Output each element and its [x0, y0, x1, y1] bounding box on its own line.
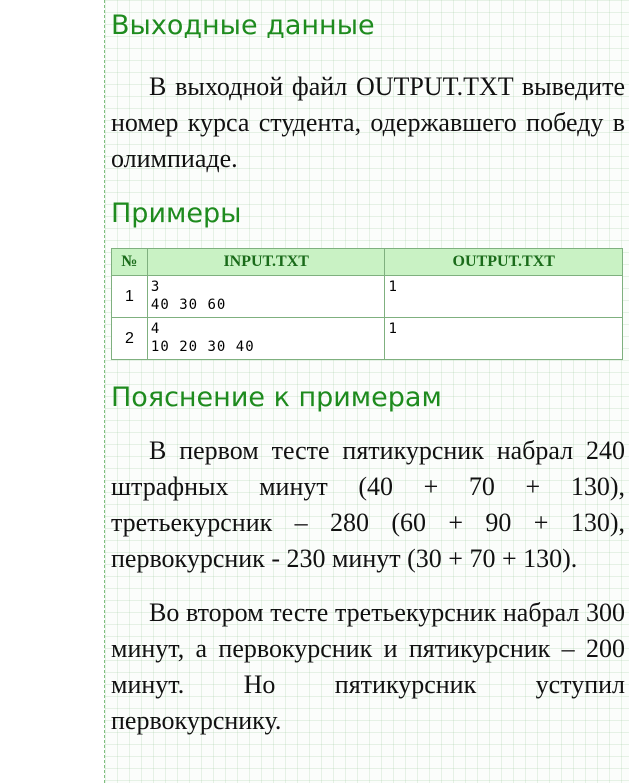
output-section-title: Выходные данные: [111, 10, 375, 41]
output-cell: 1: [385, 276, 623, 318]
table-header-input: INPUT.TXT: [147, 249, 385, 276]
document-content: [111, 0, 625, 739]
row-number-cell: 1: [112, 276, 148, 318]
output-section-text: В выходной файл OUTPUT.TXT выведите номер курса студента, одержавшего победу в олимпиаде.: [111, 72, 625, 173]
output-cell: 1: [385, 318, 623, 360]
input-cell: 4 10 20 30 40: [147, 318, 385, 360]
document-page: [104, 0, 629, 783]
input-cell: 3 40 30 60: [147, 276, 385, 318]
table-header-number: №: [112, 249, 148, 276]
examples-table: [111, 248, 623, 360]
table-header-row: [112, 249, 623, 276]
table-header-output: OUTPUT.TXT: [385, 249, 623, 276]
table-row: [112, 318, 623, 360]
table-row: [112, 276, 623, 318]
examples-section-title: Примеры: [111, 198, 242, 229]
row-number-cell: 2: [112, 318, 148, 360]
explanation-paragraph-1: В первом тесте пятикурсник набрал 240 штрафных минут (40 + 70 + 130), третьекурсник – 280 (60 + 90 + 130), первокурсник - 230 минут (30 + 70 + 130).: [111, 436, 625, 573]
explanation-section-title: Пояснение к примерам: [111, 382, 442, 413]
explanation-paragraph-2: Во втором тесте третьекурсник набрал 300 минут, а первокурсник и пятикурсник – 200 минут. Но пятикурсник уступил первокурснику.: [111, 598, 625, 735]
